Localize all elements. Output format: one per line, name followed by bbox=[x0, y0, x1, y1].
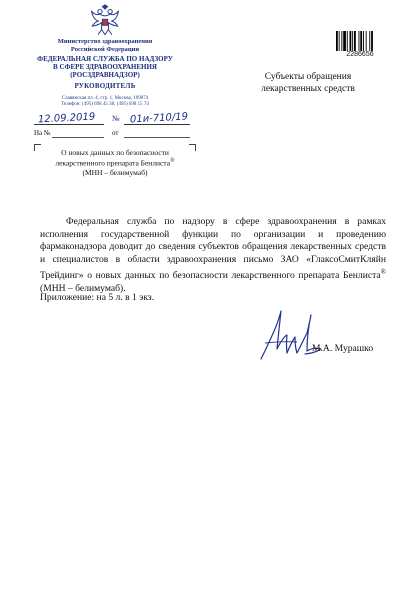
body-paragraph bbox=[40, 216, 386, 295]
ot-label: от bbox=[112, 129, 119, 137]
body-registered-mark: ® bbox=[380, 268, 386, 276]
subject-line3: (МНН – белимумаб) bbox=[82, 167, 148, 177]
address-line2: Телефон: (495) 698 45 38; (495) 698 15 74 bbox=[61, 102, 149, 107]
barcode-number: 2286656 bbox=[346, 51, 374, 58]
ministry-line2: Российской Федерации bbox=[70, 45, 140, 53]
barcode-icon bbox=[336, 31, 384, 51]
recipient-block bbox=[238, 71, 378, 95]
handwritten-signature bbox=[257, 307, 329, 365]
agency-line3: (РОСЗДРАВНАДЗОР) bbox=[70, 71, 140, 79]
barcode-bar bbox=[366, 31, 367, 51]
ministry-line1: Министерство здравоохранения bbox=[57, 38, 153, 45]
barcode-bar bbox=[363, 31, 364, 51]
ot-underline bbox=[124, 137, 190, 138]
registered-mark: ® bbox=[170, 158, 175, 164]
na-underline bbox=[52, 137, 104, 138]
recipient-line2: лекарственных средств bbox=[261, 84, 355, 94]
barcode-bar bbox=[354, 31, 356, 51]
handwritten-date: 12.09.2019 bbox=[37, 111, 96, 126]
bracket-top-left bbox=[34, 144, 41, 151]
address-line1: Славянская пл. 4, стр. 1, Москва, 109074 bbox=[61, 96, 149, 101]
barcode-bar bbox=[359, 31, 360, 51]
handwritten-number: 01и-710/19 bbox=[129, 111, 189, 126]
barcode-bar bbox=[343, 31, 346, 51]
barcode-bar bbox=[341, 31, 342, 51]
registration-row bbox=[34, 113, 194, 127]
subject-drug-name: лекарственного препарата Бенлиста bbox=[55, 158, 171, 168]
recipient-line1: Субъекты обращения bbox=[264, 72, 352, 82]
barcode-bar bbox=[371, 31, 373, 51]
body-text-main: Федеральная служба по надзору в сфере здравоохранения в рамках исполнения государственной функции по организации и проведению фармаконадзора доводит до сведения субъектов обращения лекарственных средств и специалистов в области здравоохранения письмо ЗАО «ГлаксоСмитКляйн Трейдинг» о новых данных по безопасности лекарственного препарата Бенлиста bbox=[40, 216, 386, 282]
barcode-bar bbox=[352, 31, 353, 51]
subject-line1: О новых данных по безопасности bbox=[61, 148, 169, 157]
subject-block bbox=[40, 148, 190, 177]
subject-line2 bbox=[40, 157, 190, 168]
barcode-bar bbox=[347, 31, 348, 51]
barcode-bar bbox=[339, 31, 340, 51]
barcode-bar bbox=[336, 31, 338, 51]
ministry-name bbox=[20, 38, 190, 53]
address-block bbox=[20, 96, 190, 108]
body-text-end: (МНН – белимумаб). bbox=[40, 282, 126, 294]
emblem-icon bbox=[88, 4, 122, 38]
na-label: На № bbox=[34, 129, 51, 137]
attachment-note: Приложение: на 5 л. в 1 экз. bbox=[40, 292, 155, 303]
barcode-bar bbox=[360, 31, 362, 51]
reference-row bbox=[34, 129, 194, 139]
bracket-top-right bbox=[189, 144, 196, 151]
barcode-bar bbox=[369, 31, 370, 51]
number-sign: № bbox=[112, 114, 120, 123]
signatory-name: М.А. Мурашко bbox=[312, 343, 374, 354]
barcode-bar bbox=[350, 31, 352, 51]
agency-line2: В СФЕРЕ ЗДРАВООХРАНЕНИЯ bbox=[53, 63, 157, 71]
agency-line1: ФЕДЕРАЛЬНАЯ СЛУЖБА ПО НАДЗОРУ bbox=[37, 55, 173, 63]
department-title: РУКОВОДИТЕЛЬ bbox=[74, 82, 136, 90]
agency-name bbox=[20, 55, 190, 79]
